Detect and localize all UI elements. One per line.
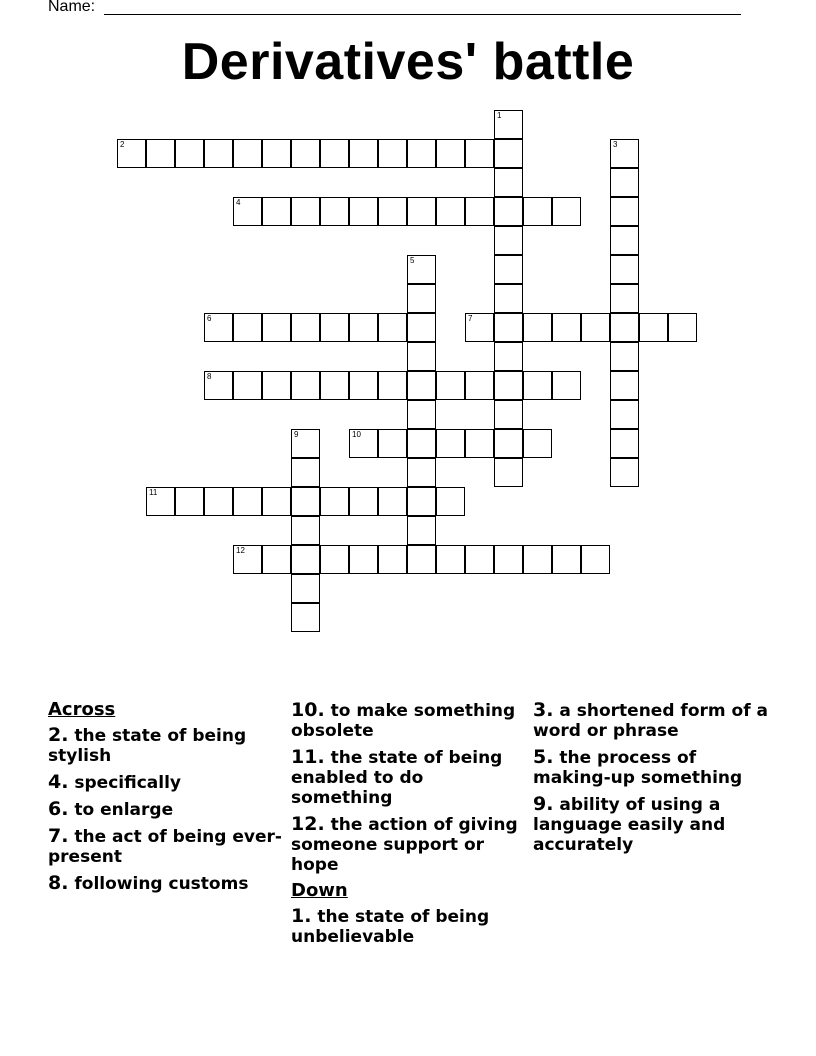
grid-cell[interactable] <box>146 139 175 168</box>
grid-cell[interactable] <box>291 371 320 400</box>
grid-cell[interactable] <box>378 139 407 168</box>
grid-cell[interactable] <box>349 487 378 516</box>
grid-cell[interactable] <box>291 139 320 168</box>
grid-cell[interactable] <box>610 255 639 284</box>
cell-number: 2 <box>120 140 125 149</box>
clue-across-6 <box>48 799 283 820</box>
grid-cell[interactable] <box>204 139 233 168</box>
grid-cell[interactable] <box>610 458 639 487</box>
clue-across-8 <box>48 873 283 894</box>
grid-cell[interactable] <box>262 313 291 342</box>
clue-down-1 <box>291 906 526 947</box>
grid-cell[interactable] <box>204 313 233 342</box>
clue-text: specifically <box>74 773 181 793</box>
grid-cell[interactable] <box>349 139 378 168</box>
grid-cell[interactable] <box>262 371 291 400</box>
clue-number: 8. <box>48 872 69 894</box>
grid-cell[interactable] <box>610 139 639 168</box>
grid-cell[interactable] <box>175 139 204 168</box>
grid-cell[interactable] <box>378 545 407 574</box>
grid-cell[interactable] <box>320 139 349 168</box>
clue-down-9 <box>533 794 768 855</box>
grid-cell[interactable] <box>378 197 407 226</box>
grid-cell[interactable] <box>175 487 204 516</box>
cell-number: 5 <box>410 256 415 265</box>
grid-cell[interactable] <box>320 197 349 226</box>
grid-cell[interactable] <box>494 342 523 371</box>
grid-cell[interactable] <box>291 516 320 545</box>
grid-cell[interactable] <box>407 342 436 371</box>
cell-number: 8 <box>207 372 212 381</box>
grid-cell[interactable] <box>320 545 349 574</box>
grid-cell[interactable] <box>117 139 146 168</box>
grid-cell[interactable] <box>407 545 436 574</box>
clue-text: the state of being enabled to do something <box>291 748 503 808</box>
grid-cell[interactable] <box>494 400 523 429</box>
grid-cell[interactable] <box>349 197 378 226</box>
grid-cell[interactable] <box>407 197 436 226</box>
clue-number: 7. <box>48 825 69 847</box>
clue-number: 1. <box>291 905 312 927</box>
grid-cell[interactable] <box>407 400 436 429</box>
grid-cell[interactable] <box>262 139 291 168</box>
cell-number: 10 <box>352 430 361 439</box>
across-heading: Across <box>48 699 116 720</box>
grid-cell[interactable] <box>436 371 465 400</box>
clue-number: 9. <box>533 793 554 815</box>
grid-cell[interactable] <box>668 313 697 342</box>
grid-cell[interactable] <box>436 139 465 168</box>
grid-cell[interactable] <box>378 313 407 342</box>
grid-cell[interactable] <box>523 197 552 226</box>
grid-cell[interactable] <box>291 487 320 516</box>
grid-cell[interactable] <box>291 429 320 458</box>
clue-column-2 <box>291 700 526 953</box>
clue-number: 11. <box>291 746 325 768</box>
grid-cell[interactable] <box>320 371 349 400</box>
grid-cell[interactable] <box>407 255 436 284</box>
grid-cell[interactable] <box>320 487 349 516</box>
clue-number: 10. <box>291 699 325 721</box>
grid-cell[interactable] <box>581 545 610 574</box>
grid-cell[interactable] <box>494 168 523 197</box>
grid-cell[interactable] <box>262 197 291 226</box>
grid-cell[interactable] <box>494 284 523 313</box>
grid-cell[interactable] <box>349 313 378 342</box>
grid-cell[interactable] <box>465 139 494 168</box>
clue-text: the act of being ever-present <box>48 827 282 867</box>
clue-text: a shortened form of a word or phrase <box>533 701 768 741</box>
clue-text: the state of being stylish <box>48 726 247 766</box>
grid-cell[interactable] <box>465 429 494 458</box>
grid-cell[interactable] <box>407 139 436 168</box>
grid-cell[interactable] <box>349 545 378 574</box>
grid-cell[interactable] <box>494 226 523 255</box>
cell-number: 3 <box>613 140 618 149</box>
grid-cell[interactable] <box>523 371 552 400</box>
clue-across-2 <box>48 725 283 766</box>
clue-across-7 <box>48 826 283 867</box>
grid-cell[interactable] <box>552 545 581 574</box>
grid-cell[interactable] <box>610 429 639 458</box>
clue-text: following customs <box>74 874 249 894</box>
cell-number: 6 <box>207 314 212 323</box>
grid-cell[interactable] <box>494 110 523 139</box>
clue-number: 3. <box>533 699 554 721</box>
grid-cell[interactable] <box>552 313 581 342</box>
grid-cell[interactable] <box>291 603 320 632</box>
grid-cell[interactable] <box>233 487 262 516</box>
clue-text: ability of using a language easily and accurately <box>533 795 726 855</box>
grid-cell[interactable] <box>494 197 523 226</box>
grid-cell[interactable] <box>407 458 436 487</box>
clue-text: the state of being unbelievable <box>291 907 490 947</box>
grid-cell[interactable] <box>378 429 407 458</box>
down-heading: Down <box>291 880 348 901</box>
clue-number: 6. <box>48 798 69 820</box>
grid-cell[interactable] <box>233 197 262 226</box>
grid-cell[interactable] <box>494 313 523 342</box>
grid-cell[interactable] <box>262 487 291 516</box>
grid-cell[interactable] <box>523 429 552 458</box>
clue-down-3 <box>533 700 768 741</box>
grid-cell[interactable] <box>291 458 320 487</box>
clue-number: 2. <box>48 724 69 746</box>
grid-cell[interactable] <box>610 197 639 226</box>
grid-cell[interactable] <box>349 429 378 458</box>
clue-across-11 <box>291 747 526 808</box>
grid-cell[interactable] <box>262 545 291 574</box>
grid-cell[interactable] <box>291 545 320 574</box>
grid-cell[interactable] <box>610 168 639 197</box>
grid-cell[interactable] <box>233 545 262 574</box>
clue-across-12 <box>291 814 526 875</box>
grid-cell[interactable] <box>610 284 639 313</box>
grid-cell[interactable] <box>436 197 465 226</box>
grid-cell[interactable] <box>407 516 436 545</box>
grid-cell[interactable] <box>407 313 436 342</box>
clue-number: 4. <box>48 771 69 793</box>
grid-cell[interactable] <box>465 371 494 400</box>
grid-cell[interactable] <box>204 371 233 400</box>
grid-cell[interactable] <box>204 487 233 516</box>
grid-cell[interactable] <box>291 197 320 226</box>
grid-cell[interactable] <box>494 371 523 400</box>
cell-number: 12 <box>236 546 245 555</box>
clue-across-4 <box>48 772 283 793</box>
clue-number: 12. <box>291 813 325 835</box>
cell-number: 11 <box>149 488 158 497</box>
name-label: Name: <box>48 0 96 15</box>
grid-cell[interactable] <box>320 313 349 342</box>
grid-cell[interactable] <box>494 255 523 284</box>
cell-number: 1 <box>497 111 502 120</box>
grid-cell[interactable] <box>378 371 407 400</box>
grid-cell[interactable] <box>465 313 494 342</box>
grid-cell[interactable] <box>233 139 262 168</box>
clue-text: the process of making-up something <box>533 748 743 788</box>
grid-cell[interactable] <box>639 313 668 342</box>
clue-number: 5. <box>533 746 554 768</box>
cell-number: 7 <box>468 314 473 323</box>
grid-cell[interactable] <box>494 545 523 574</box>
grid-cell[interactable] <box>407 429 436 458</box>
grid-cell[interactable] <box>610 342 639 371</box>
clue-text: to make something obsolete <box>291 701 516 741</box>
grid-cell[interactable] <box>610 226 639 255</box>
grid-cell[interactable] <box>291 574 320 603</box>
grid-cell[interactable] <box>349 371 378 400</box>
grid-cell[interactable] <box>436 545 465 574</box>
cell-number: 9 <box>294 430 299 439</box>
grid-cell[interactable] <box>407 284 436 313</box>
grid-cell[interactable] <box>494 429 523 458</box>
grid-cell[interactable] <box>465 197 494 226</box>
grid-cell[interactable] <box>436 487 465 516</box>
grid-cell[interactable] <box>494 139 523 168</box>
grid-cell[interactable] <box>610 313 639 342</box>
clue-text: the action of giving someone support or hope <box>291 815 518 875</box>
grid-cell[interactable] <box>552 197 581 226</box>
clue-column-3 <box>533 700 768 861</box>
grid-cell[interactable] <box>610 371 639 400</box>
grid-cell[interactable] <box>407 487 436 516</box>
grid-cell[interactable] <box>581 313 610 342</box>
grid-cell[interactable] <box>436 429 465 458</box>
grid-cell[interactable] <box>233 371 262 400</box>
puzzle-title: Derivatives' battle <box>181 33 635 91</box>
grid-cell[interactable] <box>291 313 320 342</box>
grid-cell[interactable] <box>523 545 552 574</box>
grid-cell[interactable] <box>523 313 552 342</box>
grid-cell[interactable] <box>465 545 494 574</box>
grid-cell[interactable] <box>407 371 436 400</box>
grid-cell[interactable] <box>610 400 639 429</box>
grid-cell[interactable] <box>378 487 407 516</box>
grid-cell[interactable] <box>146 487 175 516</box>
clue-down-5 <box>533 747 768 788</box>
grid-cell[interactable] <box>233 313 262 342</box>
clue-column-1 <box>48 700 283 900</box>
clue-text: to enlarge <box>74 800 174 820</box>
clue-across-10 <box>291 700 526 741</box>
grid-cell[interactable] <box>494 458 523 487</box>
cell-number: 4 <box>236 198 241 207</box>
grid-cell[interactable] <box>552 371 581 400</box>
